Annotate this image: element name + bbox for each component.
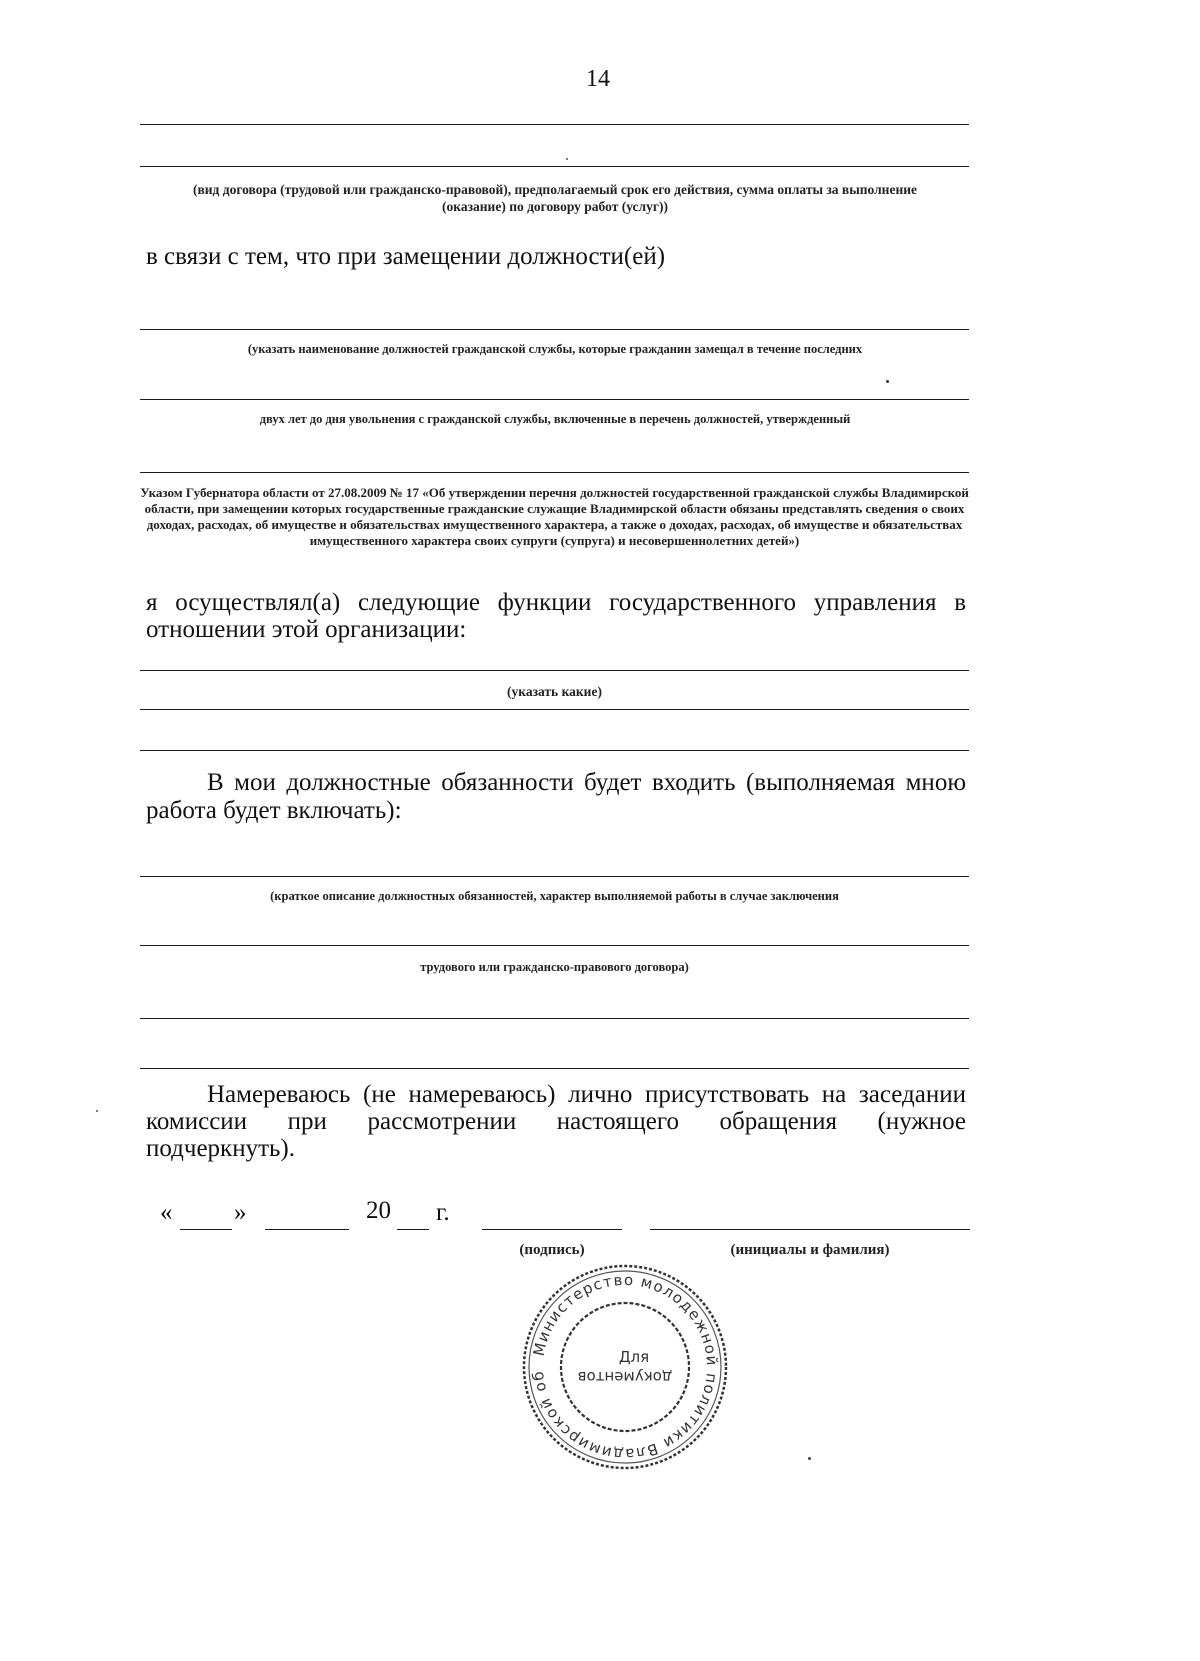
decree-line [140,472,969,473]
signature-line [482,1229,622,1230]
date-century: 20 [366,1197,391,1224]
intent-line-3: подчеркнуть). [146,1135,295,1162]
intent-line-1: Намереваюсь (не намереваюсь) лично присутствовать на заседании [207,1081,966,1108]
duties-line-2: работа будет включать): [146,797,402,824]
duties-line-1: В мои должностные обязанности будет входить (выполняемая мною [207,769,966,796]
functions-line-b [140,709,969,710]
scan-speck [808,1457,811,1460]
caption-specify: (указать какие) [507,684,602,699]
connection-text: в связи с тем, что при замещении должности(ей) [146,243,666,270]
official-stamp [520,1262,730,1472]
date-open-quote: « [160,1199,173,1226]
caption-duties-2: трудового или гражданско-правового договора) [420,960,689,974]
duties-line-b [140,945,969,946]
caption-signature: (подпись) [519,1242,585,1258]
scan-speck [566,158,568,160]
caption-duties-1: (краткое описание должностных обязанностей, характер выполняемой работы в случае заключения [270,889,839,903]
intent-line-2: комиссии при рассмотрении настоящего обращения (нужное [146,1108,966,1135]
functions-line-1: я осуществлял(а) следующие функции государственного управления в [146,589,966,616]
page-number: 14 [586,66,610,92]
caption-decree: Указом Губернатора области от 27.08.2009 № 17 «Об утверждении перечня должностей государственной гражданской службы Владимирской области, при замещении которых государственные гражданские служащие Владимирской области обязаны представлять сведения о своих доходах, расходах, об имуществе и обязательствах имущественного характера, а также о доходах, расходах, об имуществе и обязательствах имущественного характера своих супруги (супруга) и несовершеннолетних детей») [140,485,969,548]
functions-line-c [140,750,969,751]
stamp-ring-text: Министерство молодежной политики Владимирской об [528,1270,722,1464]
date-day-line [180,1229,232,1230]
date-year-line [397,1229,429,1230]
functions-line-a [140,670,969,671]
duties-line-c [140,1018,969,1019]
duties-line-d [140,1068,969,1069]
positions-line-2 [140,399,969,400]
stamp-center-line-2: документов [577,1368,673,1386]
date-month-line [265,1229,349,1230]
stamp-center-line-1: Для [618,1348,650,1366]
stamp-seal-icon [520,1262,730,1472]
caption-contract: (вид договора (трудовой или гражданско-правовой), предполагаемый срок его действия, сумма оплаты за выполнение (оказание) по договору работ (услуг)) [192,182,917,214]
contract-line-1 [140,124,969,125]
caption-positions-1: (указать наименование должностей гражданской службы, которые гражданин замещал в течение последних [247,342,863,356]
positions-line-1 [140,329,969,330]
date-year-suffix: г. [436,1199,450,1226]
scan-speck [886,380,889,383]
contract-line-2 [140,166,969,167]
date-close-quote: » [234,1199,247,1226]
caption-positions-2: двух лет до дня увольнения с гражданской службы, включенные в перечень должностей, утвержденный [259,412,851,426]
name-line [650,1229,970,1230]
caption-name: (инициалы и фамилия) [730,1242,890,1258]
duties-line-a [140,876,969,877]
scan-speck [96,1110,98,1112]
functions-line-2: отношении этой организации: [146,616,467,643]
